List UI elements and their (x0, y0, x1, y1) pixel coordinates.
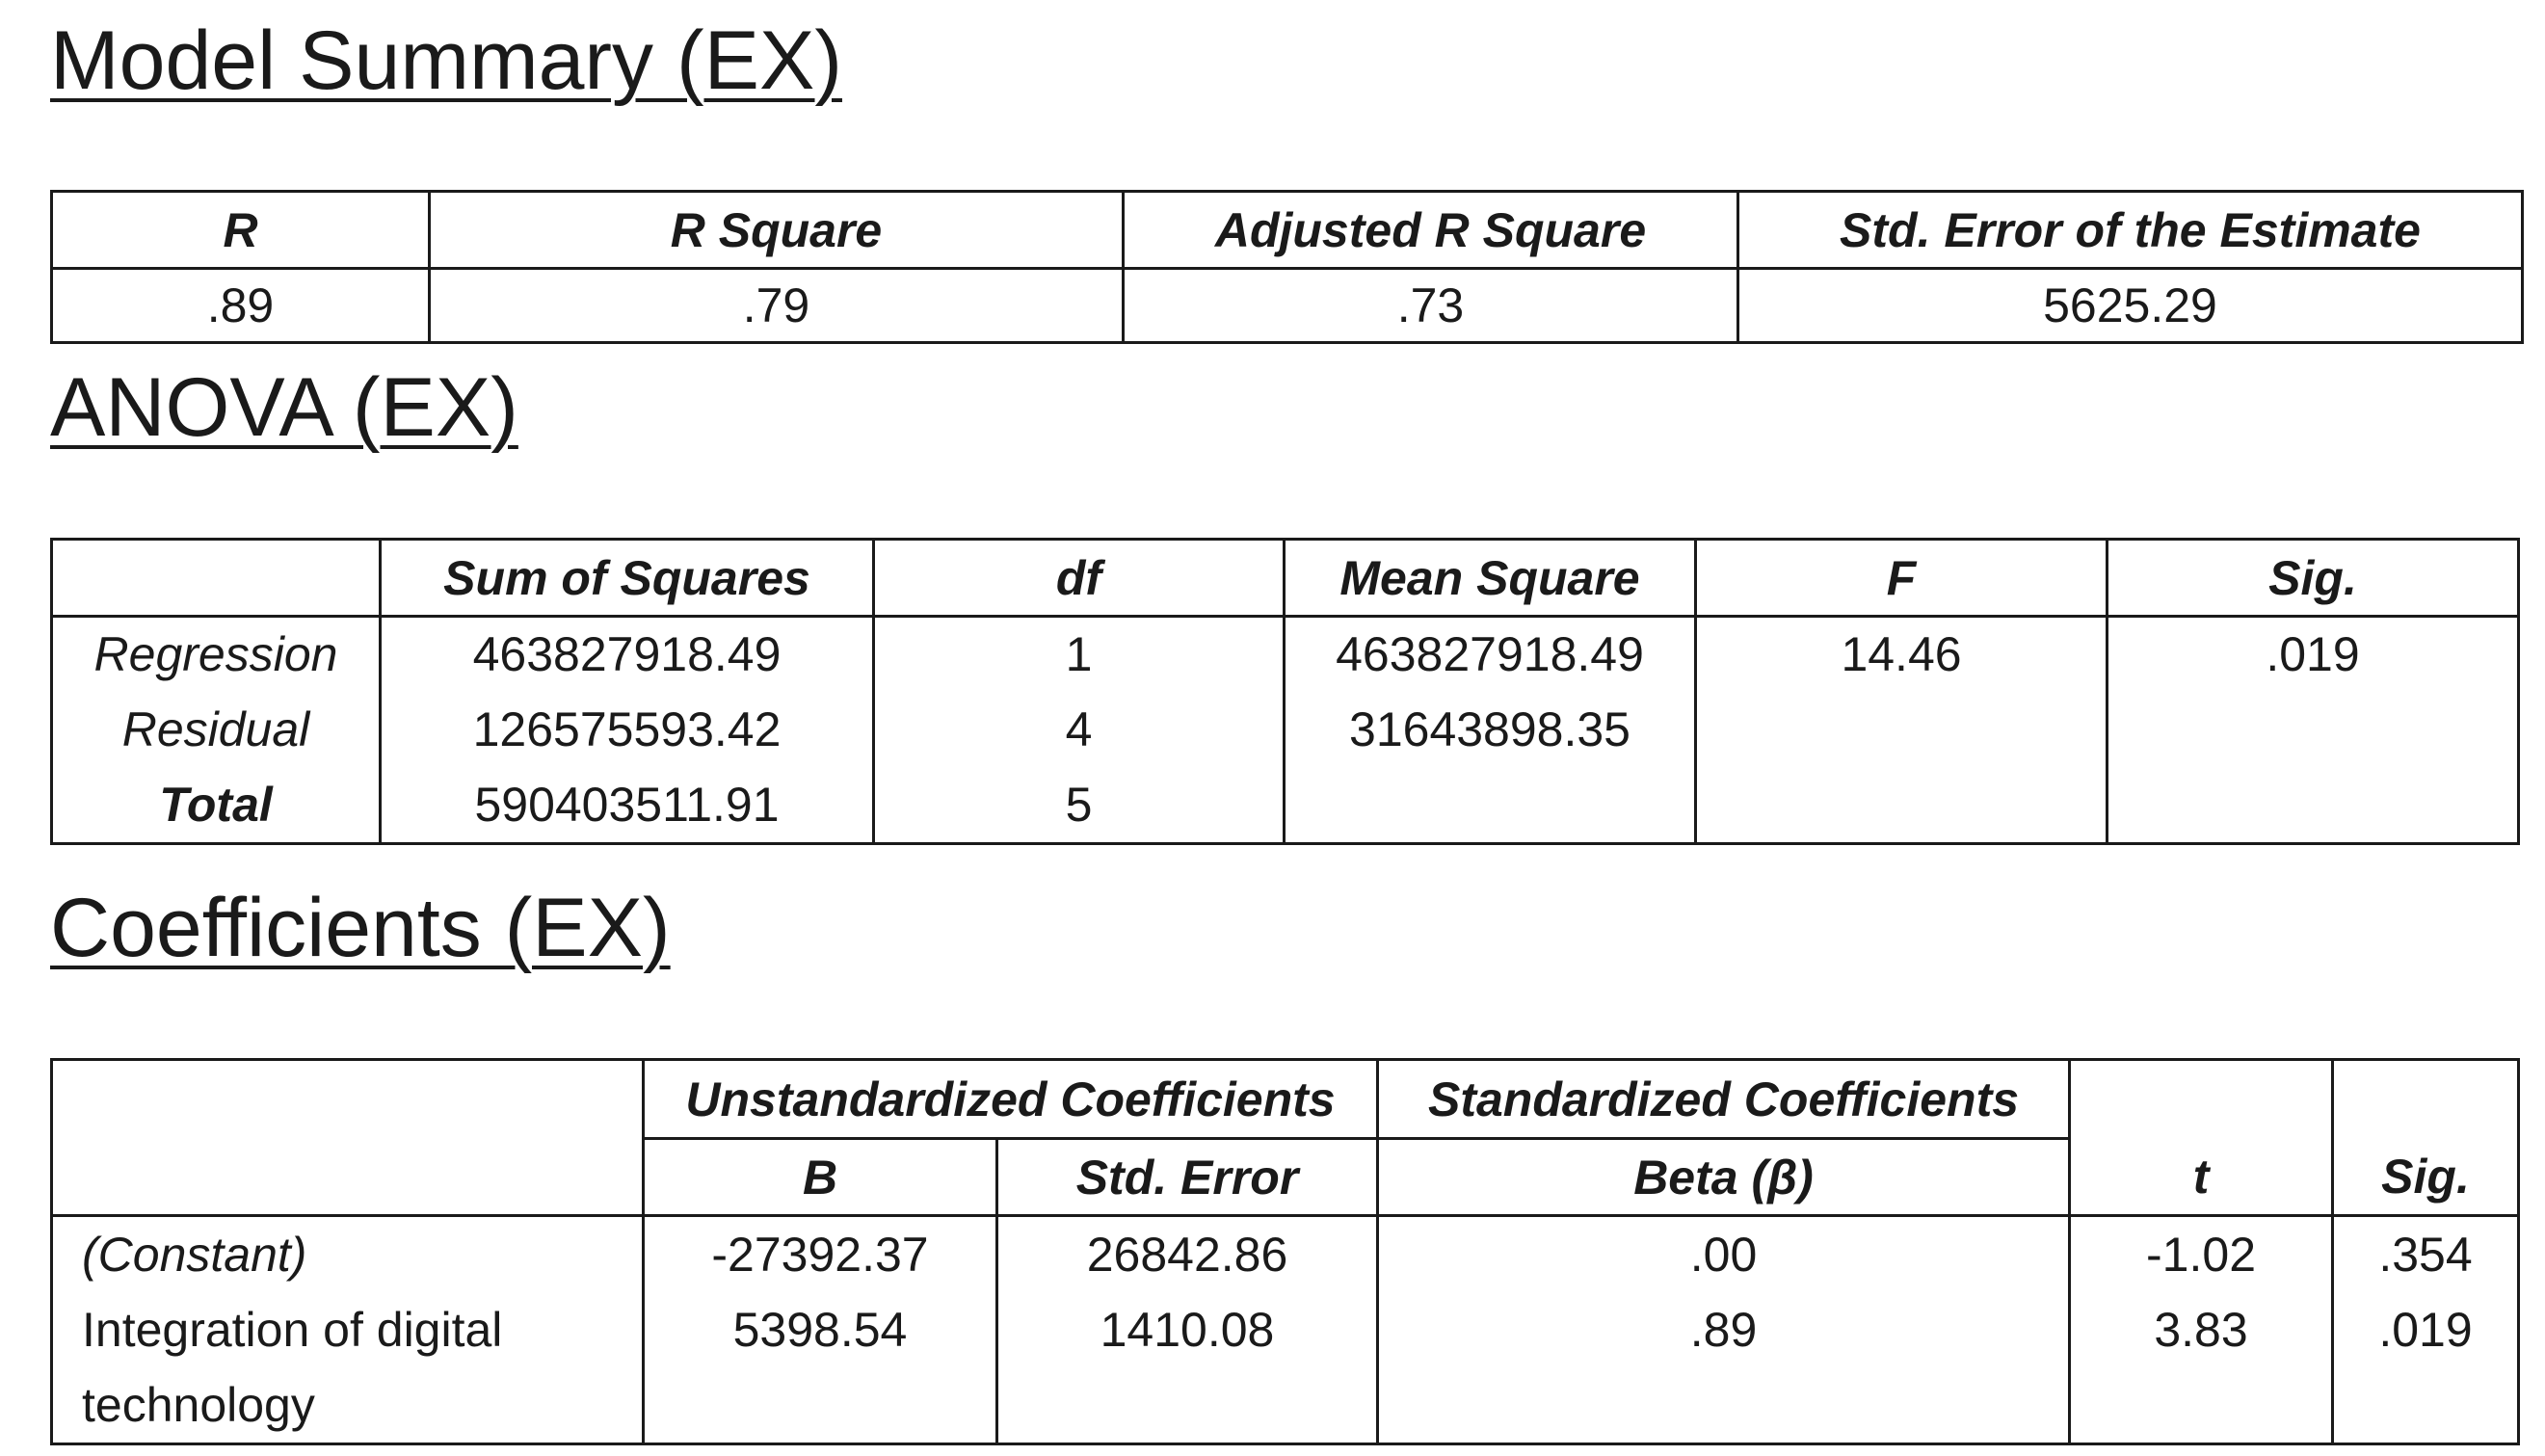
model-summary-table (50, 190, 2524, 344)
b-column-cell (644, 1216, 997, 1444)
f-cell (1696, 767, 2108, 844)
sig-integration: .019 (2378, 1303, 2473, 1357)
b-constant: -27392.37 (711, 1228, 929, 1282)
row-label: Total (52, 767, 381, 844)
df-cell: 4 (874, 692, 1285, 767)
value-r-square: .79 (430, 269, 1124, 343)
anova-row-residual (52, 692, 2519, 767)
beta-integration: .89 (1689, 1303, 1758, 1357)
value-r: .89 (52, 269, 430, 343)
coefficients-group-header-row (52, 1060, 2519, 1139)
header-b: B (644, 1139, 997, 1216)
model-summary-header-row (52, 192, 2523, 269)
row-label-integration-line2: technology (82, 1378, 315, 1432)
beta-column-cell (1378, 1216, 2070, 1444)
value-std-error-estimate: 5625.29 (1738, 269, 2523, 343)
sig-cell: .019 (2108, 617, 2519, 692)
df-cell: 1 (874, 617, 1285, 692)
std-error-integration: 1410.08 (1100, 1303, 1275, 1357)
row-label-constant: (Constant) (82, 1228, 307, 1282)
anova-table (50, 538, 2520, 845)
sum-of-squares-cell: 463827918.49 (381, 617, 874, 692)
mean-square-cell (1285, 767, 1696, 844)
anova-title: ANOVA (EX) (50, 361, 518, 454)
coefficients-label-cell (52, 1216, 644, 1444)
header-r-square: R Square (430, 192, 1124, 269)
df-cell: 5 (874, 767, 1285, 844)
coefficients-table (50, 1058, 2520, 1445)
sum-of-squares-cell: 126575593.42 (381, 692, 874, 767)
model-summary-value-row (52, 269, 2523, 343)
sum-of-squares-cell: 590403511.91 (381, 767, 874, 844)
anova-row-regression (52, 617, 2519, 692)
row-label: Residual (52, 692, 381, 767)
t-constant: -1.02 (2146, 1228, 2256, 1282)
header-r: R (52, 192, 430, 269)
anova-header-sig: Sig. (2108, 540, 2519, 617)
anova-header-blank (52, 540, 381, 617)
sig-column-cell (2333, 1216, 2519, 1444)
t-integration: 3.83 (2154, 1303, 2248, 1357)
anova-header-f: F (1696, 540, 2108, 617)
anova-header-sum-of-squares: Sum of Squares (381, 540, 874, 617)
model-summary-title: Model Summary (EX) (50, 14, 842, 107)
header-standardized-coefficients: Standardized Coefficients (1378, 1060, 2070, 1139)
coefficients-header-blank (52, 1060, 644, 1216)
f-cell: 14.46 (1696, 617, 2108, 692)
anova-header-mean-square: Mean Square (1285, 540, 1696, 617)
sig-cell (2108, 767, 2519, 844)
header-sig: Sig. (2333, 1060, 2519, 1216)
value-adjusted-r-square: .73 (1124, 269, 1738, 343)
header-std-error: Std. Error (997, 1139, 1378, 1216)
row-label: Regression (52, 617, 381, 692)
coefficients-body (52, 1216, 2519, 1444)
t-column-cell (2070, 1216, 2333, 1444)
header-std-error-estimate: Std. Error of the Estimate (1738, 192, 2523, 269)
sig-cell (2108, 692, 2519, 767)
row-label-integration-line1: Integration of digital (82, 1303, 503, 1357)
sig-constant: .354 (2378, 1228, 2473, 1282)
header-adjusted-r-square: Adjusted R Square (1124, 192, 1738, 269)
header-beta: Beta (β) (1378, 1139, 2070, 1216)
anova-header-df: df (874, 540, 1285, 617)
std-error-column-cell (997, 1216, 1378, 1444)
std-error-constant: 26842.86 (1086, 1228, 1288, 1282)
anova-header-row (52, 540, 2519, 617)
beta-constant: .00 (1689, 1228, 1758, 1282)
header-unstandardized-coefficients: Unstandardized Coefficients (644, 1060, 1378, 1139)
b-integration: 5398.54 (732, 1303, 908, 1357)
f-cell (1696, 692, 2108, 767)
mean-square-cell: 463827918.49 (1285, 617, 1696, 692)
header-t: t (2070, 1060, 2333, 1216)
anova-row-total (52, 767, 2519, 844)
coefficients-title: Coefficients (EX) (50, 882, 671, 974)
mean-square-cell: 31643898.35 (1285, 692, 1696, 767)
